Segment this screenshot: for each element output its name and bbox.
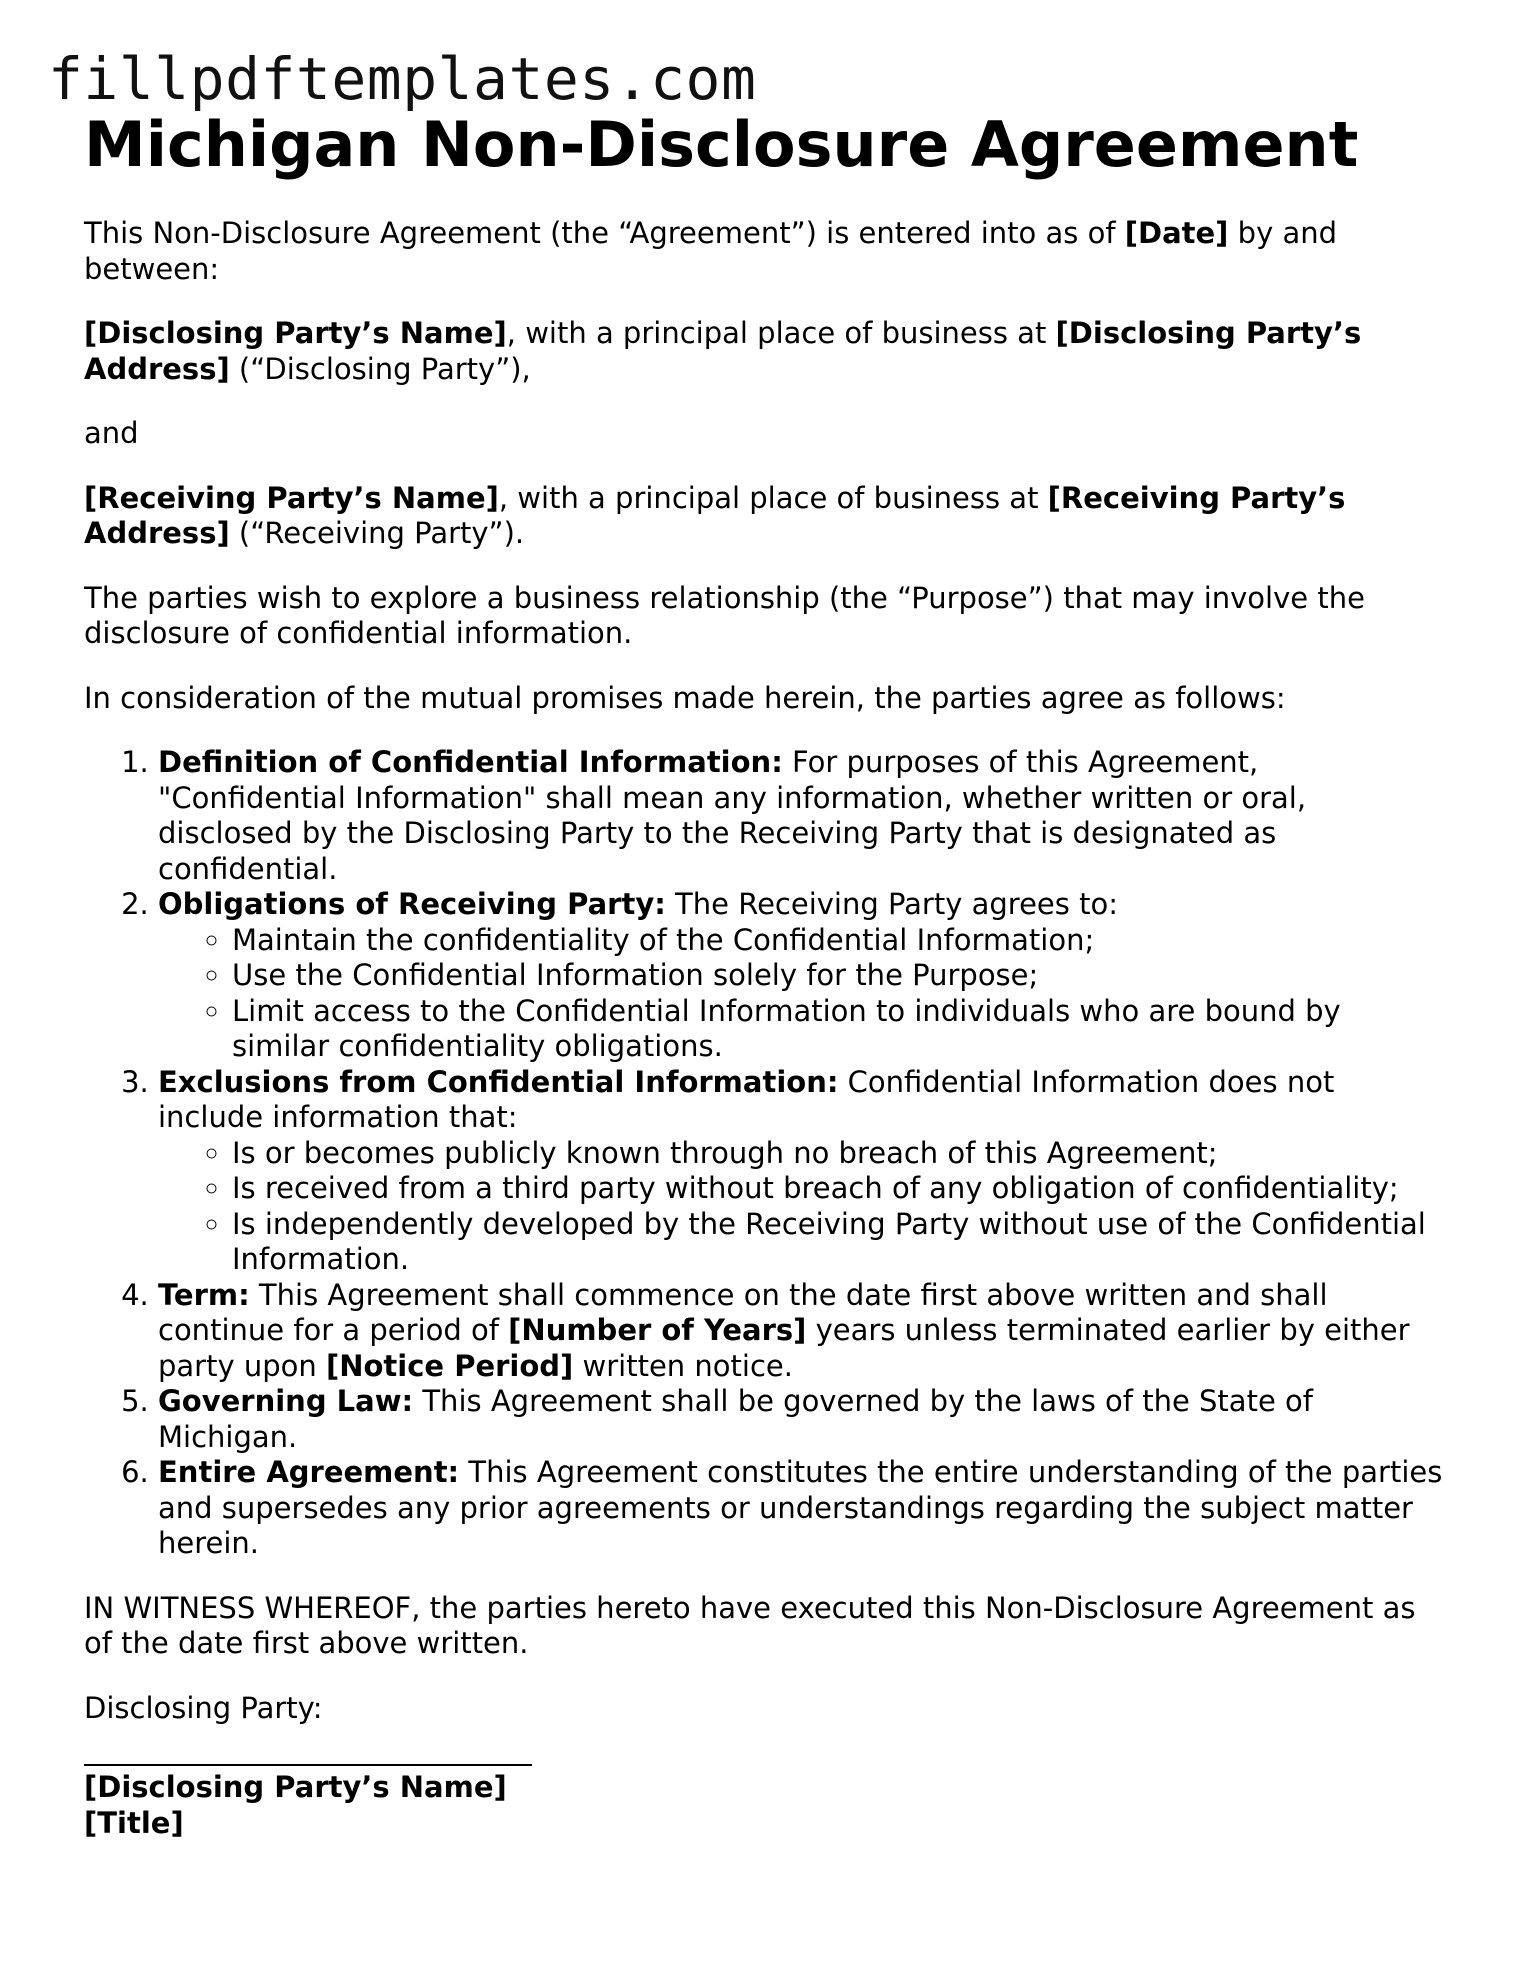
list-item: ◦ Limit access to the Confidential Information to individuals who are bound by similar confidentiality obligations. (232, 994, 1444, 1065)
purpose-paragraph: The parties wish to explore a business relationship (the “Purpose”) that may involve the disclosure of confidential information. (84, 580, 1365, 650)
clause-text: For purposes of this Agreement, "Confidential Information" shall mean any information, whether written or oral, disclosed by the Disclosing Party to the Receiving Party that is designated as confidential. (158, 745, 1307, 886)
clause-heading: Obligations of Receiving Party: (158, 887, 666, 921)
receiving-party-text-end: (“Receiving Party”). (229, 516, 525, 550)
clause-heading: Exclusions from Confidential Information: (158, 1064, 839, 1099)
receiving-party-address-placeholder: [Receiving Party’s Address] (84, 480, 1346, 550)
intro-text: This Non-Disclosure Agreement (the “Agreement”) is entered into as of (84, 216, 1125, 250)
receiving-party-text: , with a principal place of business at (498, 480, 1048, 515)
signature-name-placeholder: [Disclosing Party’s Name] (84, 1770, 507, 1804)
signature-line[interactable] (84, 1764, 532, 1766)
disclosing-party-text: , with a principal place of business at (506, 316, 1056, 350)
watermark: fillpdftemplates.com (48, 45, 757, 113)
disclosing-party-name-placeholder: [Disclosing Party’s Name] (84, 316, 507, 350)
clause-text: years unless terminated earlier by either party upon (158, 1313, 1410, 1383)
signature-label: Disclosing Party: (84, 1690, 323, 1725)
clause-entire-agreement (158, 1455, 1444, 1562)
page-title: Michigan Non-Disclosure Agreement (84, 108, 1359, 181)
clause-heading: Term: (158, 1277, 250, 1312)
intro-paragraph (84, 216, 1444, 287)
list-item: ◦ Is received from a third party without breach of any obligation of confidentiality; (232, 1171, 1444, 1207)
clause-text: The Receiving Party agrees to: (665, 887, 1118, 921)
clause-governing-law (158, 1384, 1444, 1455)
signature-space (84, 1726, 1444, 1764)
clause-heading: Definition of Confidential Information: (158, 745, 783, 779)
clause-heading: Governing Law: (158, 1384, 414, 1418)
clause-text: This Agreement constitutes the entire understanding of the parties and supersedes any prior agreements or understandings regarding the subject matter herein. (158, 1455, 1443, 1560)
clause-definition (158, 745, 1444, 887)
document-body (84, 108, 1444, 1841)
clause-text: This Agreement shall be governed by the laws of the State of Michigan. (158, 1384, 1313, 1454)
exclusions-sublist (158, 1136, 1444, 1278)
disclosing-party-text-end: (“Disclosing Party”), (229, 351, 531, 386)
clause-heading: Entire Agreement: (158, 1455, 460, 1489)
disclosing-party-address-placeholder: [Disclosing Party’s Address] (84, 316, 1362, 386)
receiving-party-paragraph (84, 481, 1444, 552)
disclosing-party-paragraph (84, 316, 1444, 387)
obligations-sublist (158, 923, 1444, 1065)
years-placeholder: [Number of Years] (508, 1313, 807, 1347)
clauses-list (84, 745, 1444, 1562)
list-item: ◦ Maintain the confidentiality of the Confidential Information; (232, 923, 1444, 959)
clause-term (158, 1278, 1444, 1385)
intro-text-end: by and between: (84, 216, 1338, 286)
notice-period-placeholder: [Notice Period] (325, 1348, 574, 1383)
date-placeholder: [Date] (1124, 216, 1229, 250)
signature-title-placeholder: [Title] (84, 1805, 184, 1840)
clause-exclusions (158, 1065, 1444, 1278)
list-item: ◦ Is or becomes publicly known through no breach of this Agreement; (232, 1136, 1444, 1172)
consideration-paragraph: In consideration of the mutual promises made herein, the parties agree as follows: (84, 680, 1286, 715)
clause-obligations (158, 887, 1444, 1065)
list-item: ◦ Is independently developed by the Receiving Party without use of the Confidential Information. (232, 1207, 1444, 1278)
receiving-party-name-placeholder: [Receiving Party’s Name] (84, 480, 499, 515)
clause-text: written notice. (573, 1348, 793, 1383)
and-paragraph: and (84, 416, 139, 450)
witness-paragraph: IN WITNESS WHEREOF, the parties hereto have executed this Non-Disclosure Agreement as of the date first above written. (84, 1590, 1416, 1660)
list-item: ◦ Use the Confidential Information solely for the Purpose; (232, 958, 1444, 994)
clause-text: Confidential Information does not include information that: (158, 1064, 1335, 1134)
clause-text: This Agreement shall commence on the date first above written and shall continue for a period of (158, 1277, 1328, 1347)
